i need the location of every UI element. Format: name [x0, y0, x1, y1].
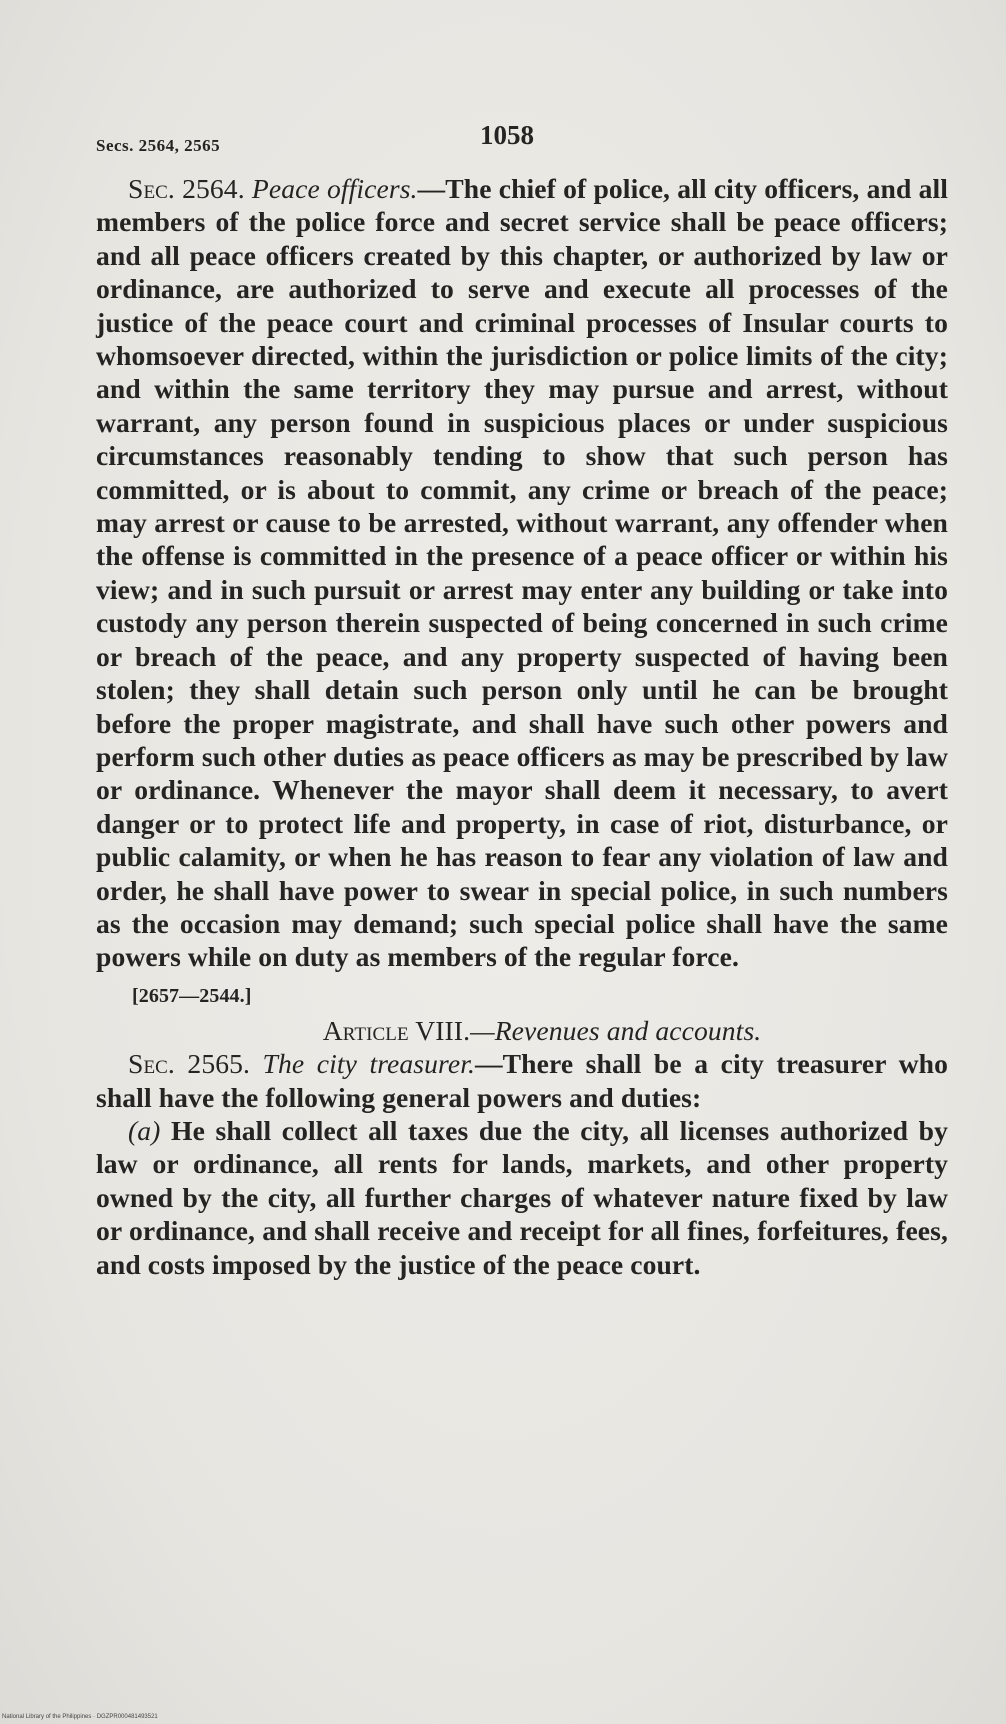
running-head — [96, 120, 936, 160]
section-2564 — [96, 172, 948, 974]
article-title: —Revenues and accounts. — [470, 1014, 762, 1046]
article-label: Article VIII. — [322, 1014, 471, 1046]
page-number: 1058 — [480, 120, 534, 150]
archive-footer: National Library of the Philippines · DGZPR000481493521 — [2, 1714, 158, 1720]
sections-reference: Secs. 2564, 2565 — [96, 136, 221, 155]
article-heading — [96, 1014, 948, 1047]
clause-a — [96, 1114, 948, 1281]
section-text: —The chief of police, all city officers, and all members of the police force and secret service shall be peace officers; and all peace officers created by this chapter, or authorized by law or ordinance, are authorized to serve and execute all processes of the justice of the peace court and criminal processes of Insular courts to whomsoever directed, within the jurisdiction or police limits of the city; and within the same territory they may pursue and arrest, without warrant, any person found in suspicious places or under suspicious circumstances reasonably tending to show that such person has committed, or is about to commit, any crime or breach of the peace; may arrest or cause to be arrested, without warrant, any offender when the offense is committed in the presence of a peace officer or within his view; and in such pursuit or arrest may enter any building or take into custody any person therein suspected of being concerned in such crime or breach of the peace, and any property suspected of having been stolen; they shall detain such person only until he can be brought before the proper magistrate, and shall have such other powers and perform such other duties as peace officers as may be prescribed by law or ordinance. Whenever the mayor shall deem it necessary, to avert danger or to protect life and property, in case of riot, disturbance, or public calamity, or when he has reason to fear any violation of law and order, he shall have power to swear in special police, in such numbers as the occasion may demand; such special police shall have the same powers while on duty as members of the regular force. — [96, 173, 949, 973]
citation: [2657—2544.] — [132, 984, 252, 1007]
body-text — [96, 172, 948, 1281]
section-title: The city treasurer. — [262, 1048, 475, 1080]
clause-text: He shall collect all taxes due the city, all licenses authorized by law or ordinance, all rents for lands, markets, and other property owned by the city, all further charges of whatever nature fixed by law or ordinance, and shall receive and receipt for all fines, forfeitures, fees, and costs imposed by the justice of the peace court. — [96, 1114, 948, 1280]
section-label: Sec. 2565. — [128, 1048, 251, 1080]
clause-label: (a) — [128, 1114, 161, 1146]
section-text: —There shall be a city treasurer who shall have the following general powers and duties: — [96, 1048, 949, 1113]
section-title: Peace officers. — [251, 173, 418, 204]
section-label: Sec. 2564. — [128, 173, 245, 204]
section-2565 — [96, 1047, 948, 1114]
